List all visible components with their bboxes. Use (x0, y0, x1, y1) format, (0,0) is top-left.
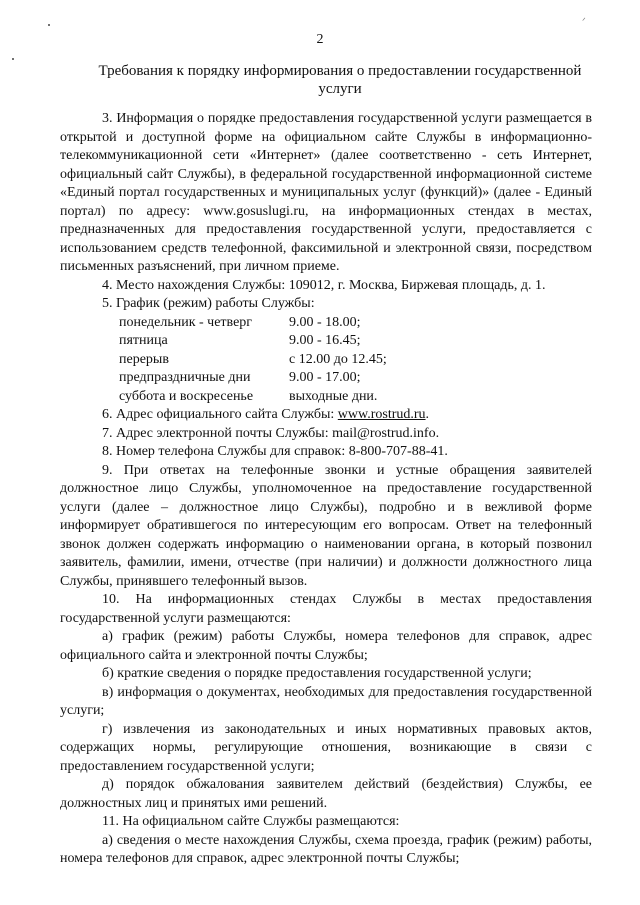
schedule-row (119, 314, 592, 333)
schedule-day: суббота и воскресенье (119, 388, 254, 404)
schedule-day: пятница (119, 333, 168, 348)
paragraph-11a: а) сведения о месте нахождения Службы, схема проезда, график (режим) работы, номера телефонов для справок, адрес электронной почты Службы; (60, 832, 592, 866)
schedule-day: понедельник - четверг (119, 314, 253, 330)
website-label: 6. Адрес официального сайта Службы: (102, 407, 338, 422)
paragraph-10a: а) график (режим) работы Службы, номера телефонов для справок, адрес официального сайта и электронной почты Службы; (60, 629, 592, 663)
scan-speck (48, 24, 50, 26)
paragraph-10: 10. На информационных стендах Службы в местах предоставления государственной услуги размещаются: (60, 592, 592, 626)
schedule-time: 9.00 - 18.00; (289, 314, 361, 330)
schedule-time: выходные дни. (289, 388, 378, 404)
page-number: 2 (316, 32, 324, 47)
work-schedule (119, 314, 592, 407)
website-link[interactable]: www.rostrud.ru (337, 407, 426, 422)
paragraph-6 (60, 406, 592, 425)
paragraph-7: 7. Адрес электронной почты Службы: mail@rostrud.info. (102, 425, 440, 441)
paragraph-3: 3. Информация о порядке предоставления государственной услуги размещается в открытой и доступной форме на официальном сайте Службы в информационно-телекоммуникационной сети «Интернет» (далее соответственно - сеть Интернет, официальный сайт Службы), в федеральной государственной информационной системе «Единый портал государственных и муниципальных услуг (функций)» (далее - Единый портал) по адресу: www.gosuslugi.ru, на информационных стендах в местах, предназначенных для предоставления государственной услуги, предоставляется с использованием средств телефонной, факсимильной и электронной связи, посредством письменных разъяснений, при личном приеме. (60, 111, 592, 274)
paragraph-10d: г) извлечения из законодательных и иных нормативных правовых актов, содержащих нормы, регулирующие отношения, возникающие в связи с предоставлением государственной услуги; (60, 721, 592, 774)
paragraph-10e: д) порядок обжалования заявителем действий (бездействия) Службы, ее должностных лиц и принятых ими решений. (60, 777, 592, 811)
schedule-row (119, 351, 592, 370)
scan-speck (12, 58, 14, 60)
schedule-day: перерыв (119, 351, 169, 367)
schedule-row (119, 332, 592, 351)
section-title: Требования к порядку информирования о предоставлении государственной услуги (98, 63, 582, 97)
paragraph-9: 9. При ответах на телефонные звонки и устные обращения заявителей должностное лицо Службы, уполномоченное на предоставление государственной услуги (далее – должностное лицо Службы), подробно и в вежливой форме информирует обратившегося по интересующим его вопросам. Ответ на телефонный звонок должен содержать информацию о наименовании органа, в который позвонил заявитель, фамилии, имени, отчестве (при наличии) и должности должностного лица Службы, принявшего телефонный вызов. (60, 462, 592, 589)
paragraph-4: 4. Место нахождения Службы: 109012, г. Москва, Биржевая площадь, д. 1. (102, 277, 546, 293)
schedule-time: 9.00 - 17.00; (289, 370, 361, 385)
schedule-time: с 12.00 до 12.45; (289, 351, 387, 367)
schedule-time: 9.00 - 16.45; (289, 333, 361, 348)
paragraph-8: 8. Номер телефона Службы для справок: 8-800-707-88-41. (102, 444, 448, 459)
schedule-row (119, 369, 592, 388)
schedule-day: предпраздничные дни (119, 370, 251, 385)
paragraph-10b: б) краткие сведения о порядке предоставления государственной услуги; (102, 666, 532, 681)
scan-mark: ᐟ (582, 16, 586, 26)
schedule-row (119, 388, 592, 407)
paragraph-5: 5. График (режим) работы Службы: (102, 296, 315, 311)
document-body (60, 110, 592, 869)
website-end: . (425, 407, 430, 422)
paragraph-11: 11. На официальном сайте Службы размещаются: (102, 814, 400, 829)
paragraph-10c: в) информация о документах, необходимых для предоставления государственной услуги; (60, 684, 592, 718)
